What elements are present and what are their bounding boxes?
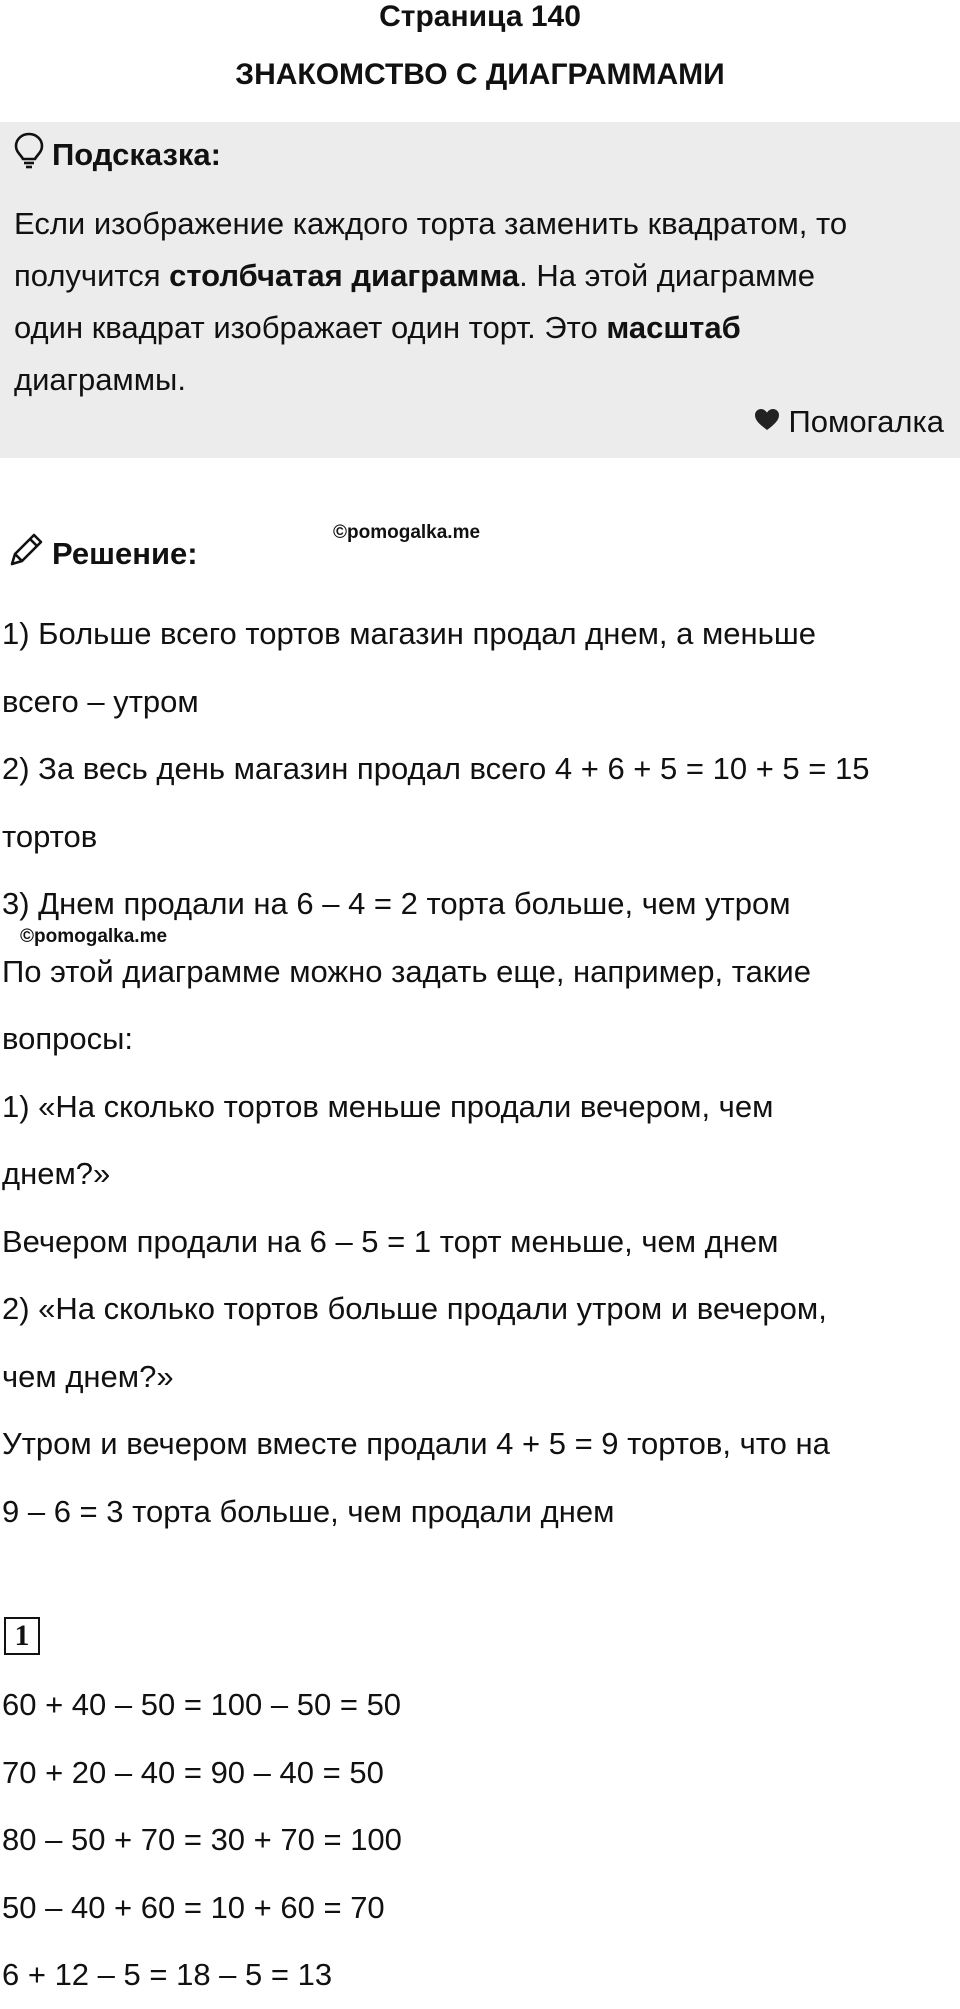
solution-line: тортов — [2, 818, 98, 854]
solution-lines — [2, 600, 952, 1545]
hint-line: Если изображение каждого торта заменить квадратом, то — [14, 206, 848, 241]
solution-header — [6, 530, 198, 578]
solution-line: 9 – 6 = 3 торта больше, чем продали днем — [2, 1493, 615, 1529]
watermark: ©pomogalka.me — [20, 926, 168, 947]
bold-term: столбчатая диаграмма — [169, 258, 520, 293]
solution-line: По этой диаграмме можно задать еще, например, такие — [2, 953, 811, 989]
hint-line: получится столбчатая диаграмма. На этой диаграмме — [14, 258, 816, 293]
solution-title: Решение: — [52, 536, 198, 571]
equation: 50 – 40 + 60 = 10 + 60 = 70 — [2, 1889, 385, 1925]
task-equations — [2, 1671, 402, 2009]
equation: 60 + 40 – 50 = 100 – 50 = 50 — [2, 1687, 402, 1722]
solution-line: Вечером продали на 6 – 5 = 1 торт меньше, чем днем — [2, 1223, 779, 1259]
solution-line: днем?» — [2, 1156, 111, 1191]
watermark: ©pomogalka.me — [333, 522, 481, 543]
solution-line: всего – утром — [2, 683, 199, 719]
solution-line: вопросы: — [2, 1021, 134, 1056]
equation: 80 – 50 + 70 = 30 + 70 = 100 — [2, 1822, 402, 1857]
hint-text — [14, 198, 944, 406]
hint-header — [14, 132, 221, 178]
heart-icon — [754, 404, 788, 440]
solution-line: 3) Днем продали на 6 – 4 = 2 торта больше, чем утром — [2, 886, 791, 921]
page-title: Страница 140 — [379, 0, 581, 33]
equation: 70 + 20 – 40 = 90 – 40 = 50 — [2, 1754, 384, 1790]
hint-line: диаграммы. — [14, 362, 186, 397]
task-number: 1 — [4, 1617, 40, 1655]
solution-line: чем днем?» — [2, 1358, 174, 1394]
equation: 6 + 12 – 5 = 18 – 5 = 13 — [2, 1957, 333, 1992]
solution-line: 2) «На сколько тортов больше продали утром и вечером, — [2, 1291, 827, 1326]
hint-title: Подсказка: — [52, 137, 221, 172]
brand-signature — [754, 404, 944, 440]
solution-line: 1) «На сколько тортов меньше продали вечером, чем — [2, 1088, 774, 1124]
section-title: ЗНАКОМСТВО С ДИАГРАММАМИ — [235, 58, 725, 91]
solution-line: 1) Больше всего тортов магазин продал днем, а меньше — [2, 616, 816, 651]
pencil-icon — [6, 530, 52, 578]
brand-name: Помогалка — [788, 404, 944, 439]
bold-term: масштаб — [606, 310, 741, 345]
solution-line: Утром и вечером вместе продали 4 + 5 = 9 тортов, что на — [2, 1426, 830, 1461]
hint-box — [0, 122, 960, 458]
hint-line: один квадрат изображает один торт. Это масштаб — [14, 310, 741, 345]
lightbulb-icon — [14, 132, 52, 178]
solution-line: 2) За весь день магазин продал всего 4 + 6 + 5 = 10 + 5 = 15 — [2, 751, 870, 786]
